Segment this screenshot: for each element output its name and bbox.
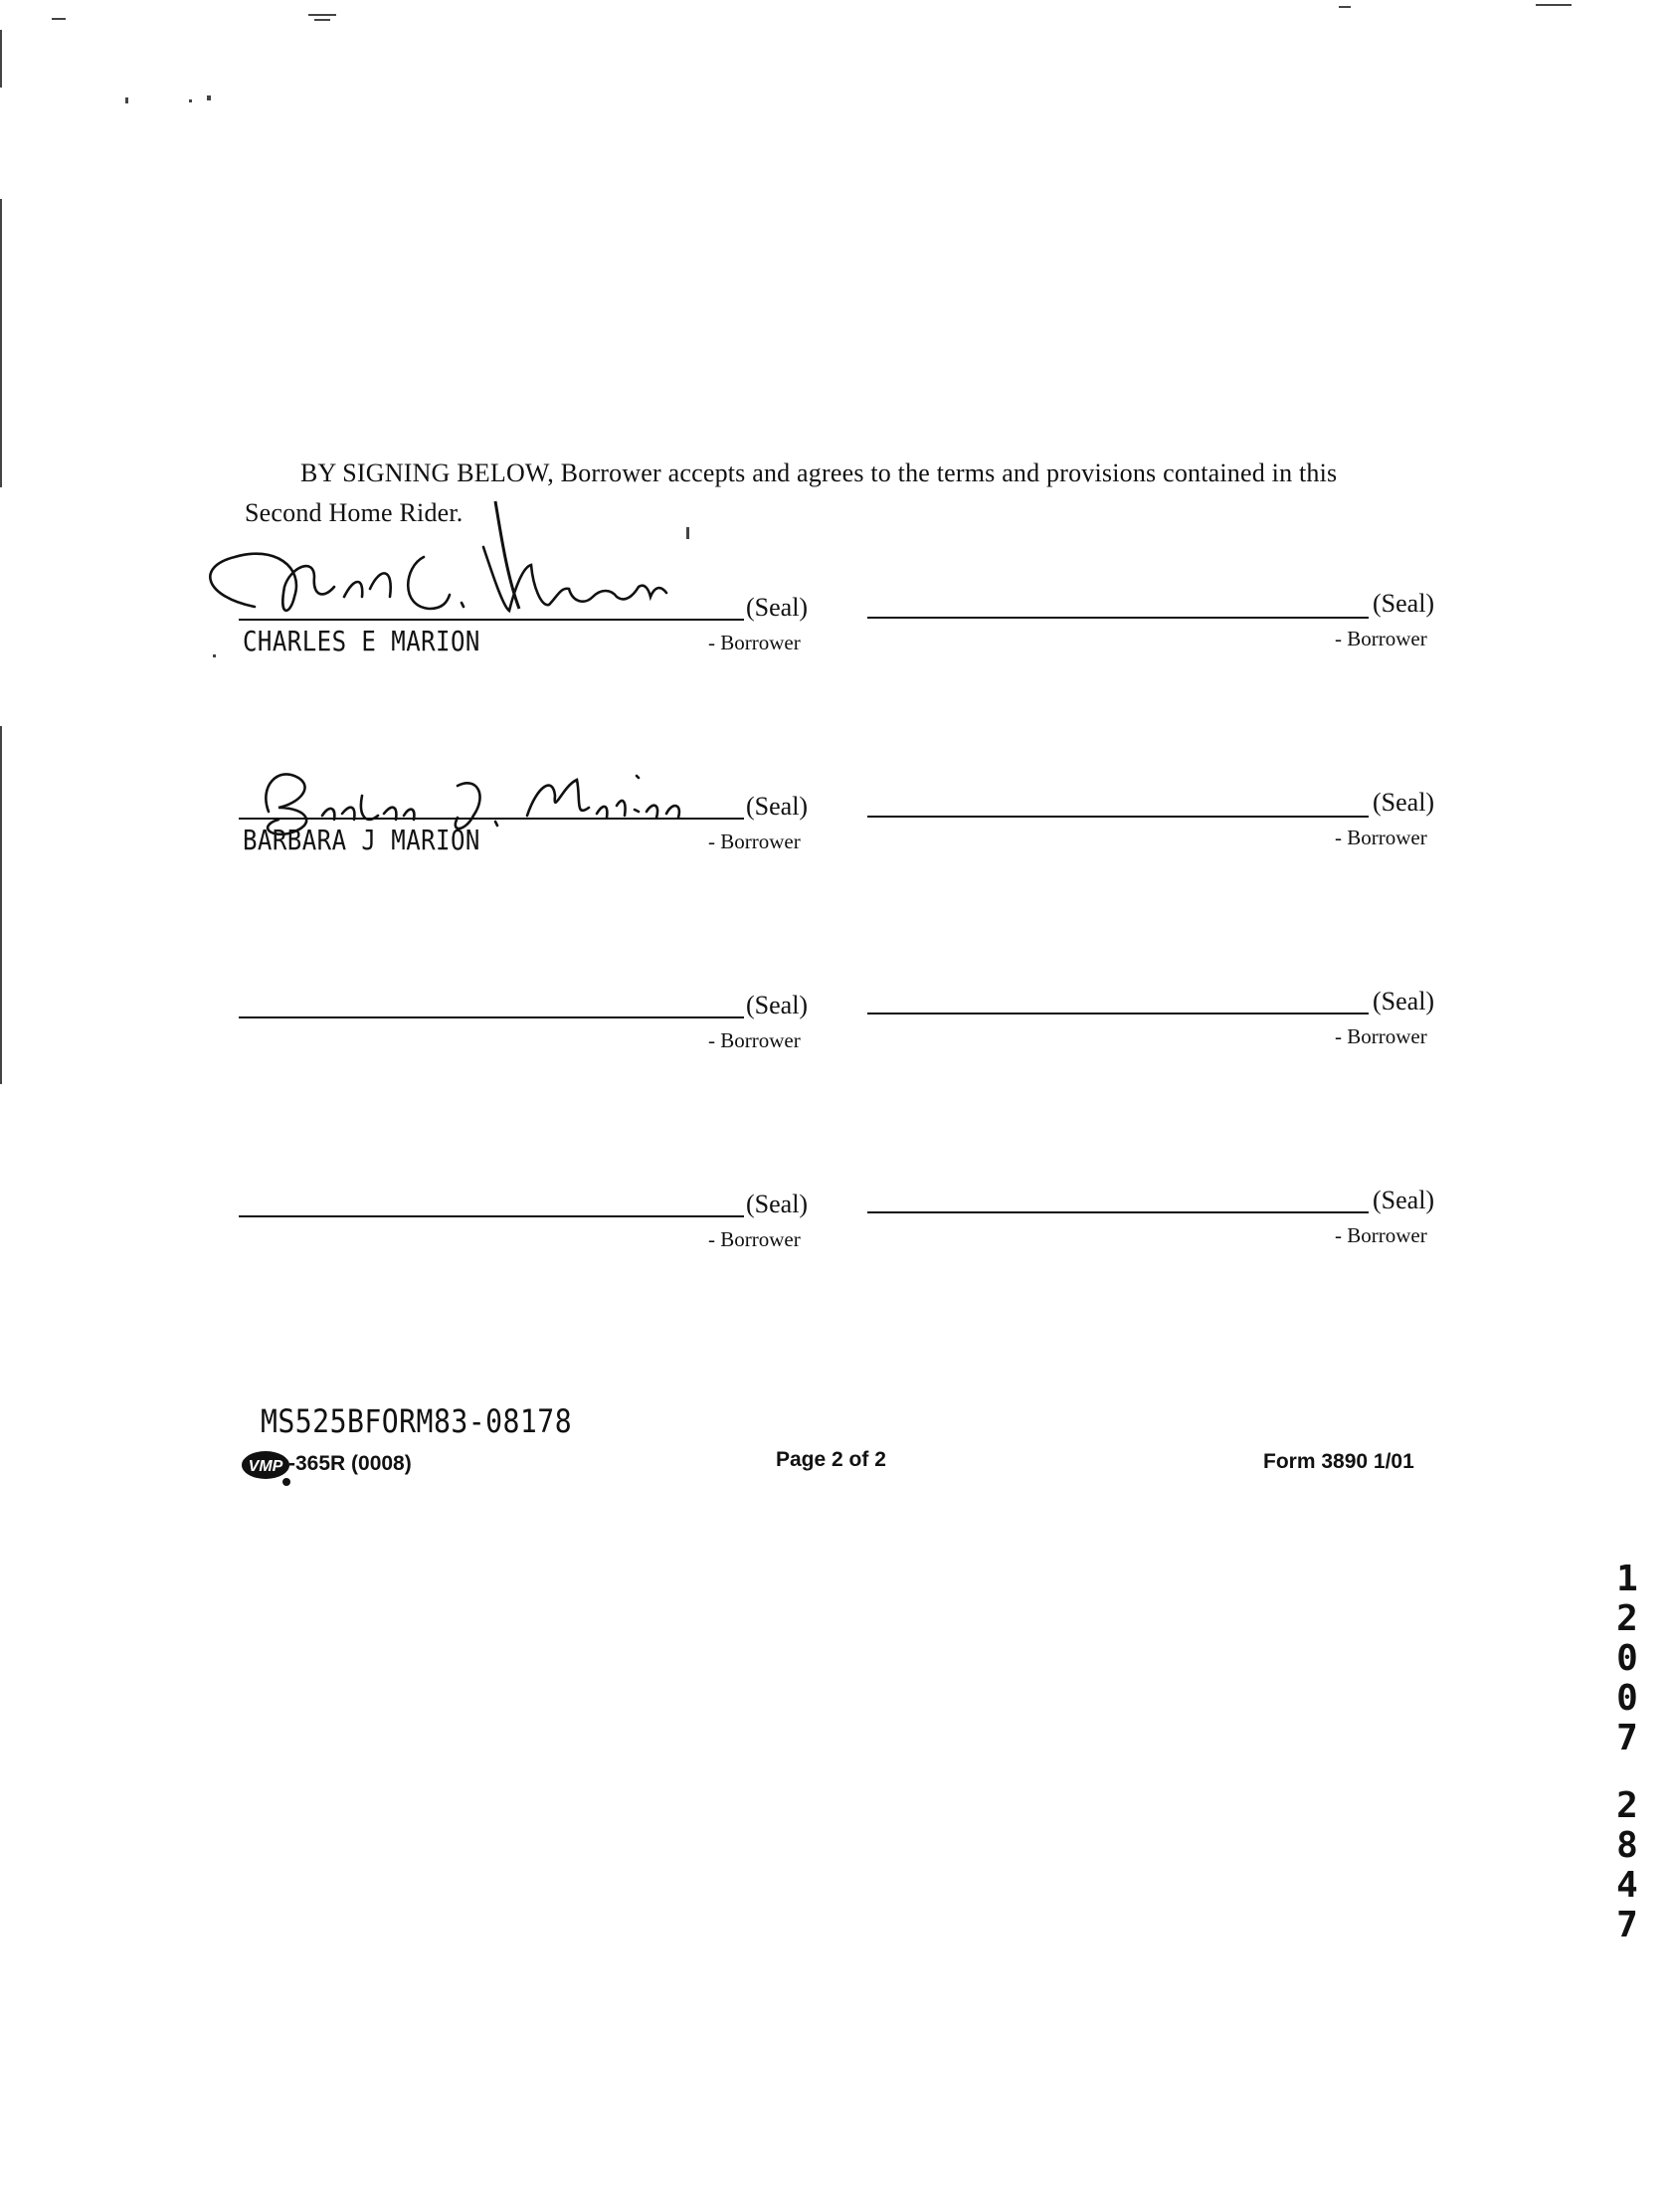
signature-line [867, 617, 1369, 619]
seal-label: (Seal) [1373, 589, 1435, 618]
page-number: Page 2 of 2 [776, 1448, 886, 1471]
side-digit: 0 [1616, 1678, 1638, 1719]
side-digit: 7 [1616, 1718, 1638, 1758]
borrower-label: - Borrower [708, 1227, 801, 1251]
scan-mark [0, 726, 2, 1084]
vmp-form-code: -365R (0008) [288, 1452, 412, 1475]
side-digit-gap [1607, 1758, 1647, 1786]
side-digit: 0 [1616, 1638, 1638, 1679]
scan-mark [0, 30, 2, 88]
signature-line [239, 1215, 744, 1217]
seal-label: (Seal) [746, 991, 809, 1019]
intro-paragraph [245, 454, 1438, 533]
side-digit: 1 [1616, 1559, 1638, 1599]
scan-mark [213, 654, 216, 657]
side-document-number [1607, 1560, 1647, 1945]
vmp-logo-text: VMP [248, 1458, 283, 1475]
intro-line-2: Second Home Rider. [245, 498, 464, 527]
borrower-label: - Borrower [1335, 826, 1427, 849]
seal-label: (Seal) [1373, 987, 1435, 1015]
borrower-label: - Borrower [1335, 1223, 1427, 1247]
vmp-logo [241, 1450, 290, 1480]
signature-line [867, 1013, 1369, 1014]
loan-code: MS525BFORM83-08178 [261, 1402, 573, 1440]
scan-mark [189, 99, 192, 102]
borrower-label: - Borrower [1335, 627, 1427, 650]
printed-name-barbara: BARBARA J MARION [243, 824, 480, 856]
scan-mark [125, 97, 128, 103]
scan-mark [308, 14, 336, 16]
side-digit: 8 [1616, 1825, 1638, 1866]
intro-line-1: BY SIGNING BELOW, Borrower accepts and agrees to the terms and provisions contained in this [300, 459, 1338, 487]
scan-mark [1339, 6, 1351, 8]
borrower-label: - Borrower [708, 1028, 801, 1052]
borrower-label: - Borrower [708, 631, 801, 654]
scan-mark [314, 19, 330, 21]
signature-line [867, 816, 1369, 818]
side-digit: 7 [1616, 1905, 1638, 1945]
seal-label: (Seal) [746, 1190, 809, 1218]
borrower-label: - Borrower [1335, 1024, 1427, 1048]
signature-charles [195, 527, 712, 637]
borrower-label: - Borrower [708, 830, 801, 853]
scan-mark [52, 18, 66, 20]
side-digit: 2 [1616, 1785, 1638, 1826]
scan-mark [1536, 4, 1572, 6]
signature-line [867, 1211, 1369, 1213]
scan-mark [207, 95, 211, 100]
seal-label: (Seal) [746, 593, 809, 622]
signature-line [239, 1016, 744, 1018]
form-number: Form 3890 1/01 [1263, 1450, 1414, 1473]
seal-label: (Seal) [1373, 788, 1435, 817]
seal-label: (Seal) [746, 792, 809, 821]
scan-mark [0, 199, 2, 487]
printed-name-charles: CHARLES E MARION [243, 625, 480, 657]
side-digit: 4 [1616, 1865, 1638, 1906]
side-digit: 2 [1616, 1598, 1638, 1639]
seal-label: (Seal) [1373, 1186, 1435, 1214]
